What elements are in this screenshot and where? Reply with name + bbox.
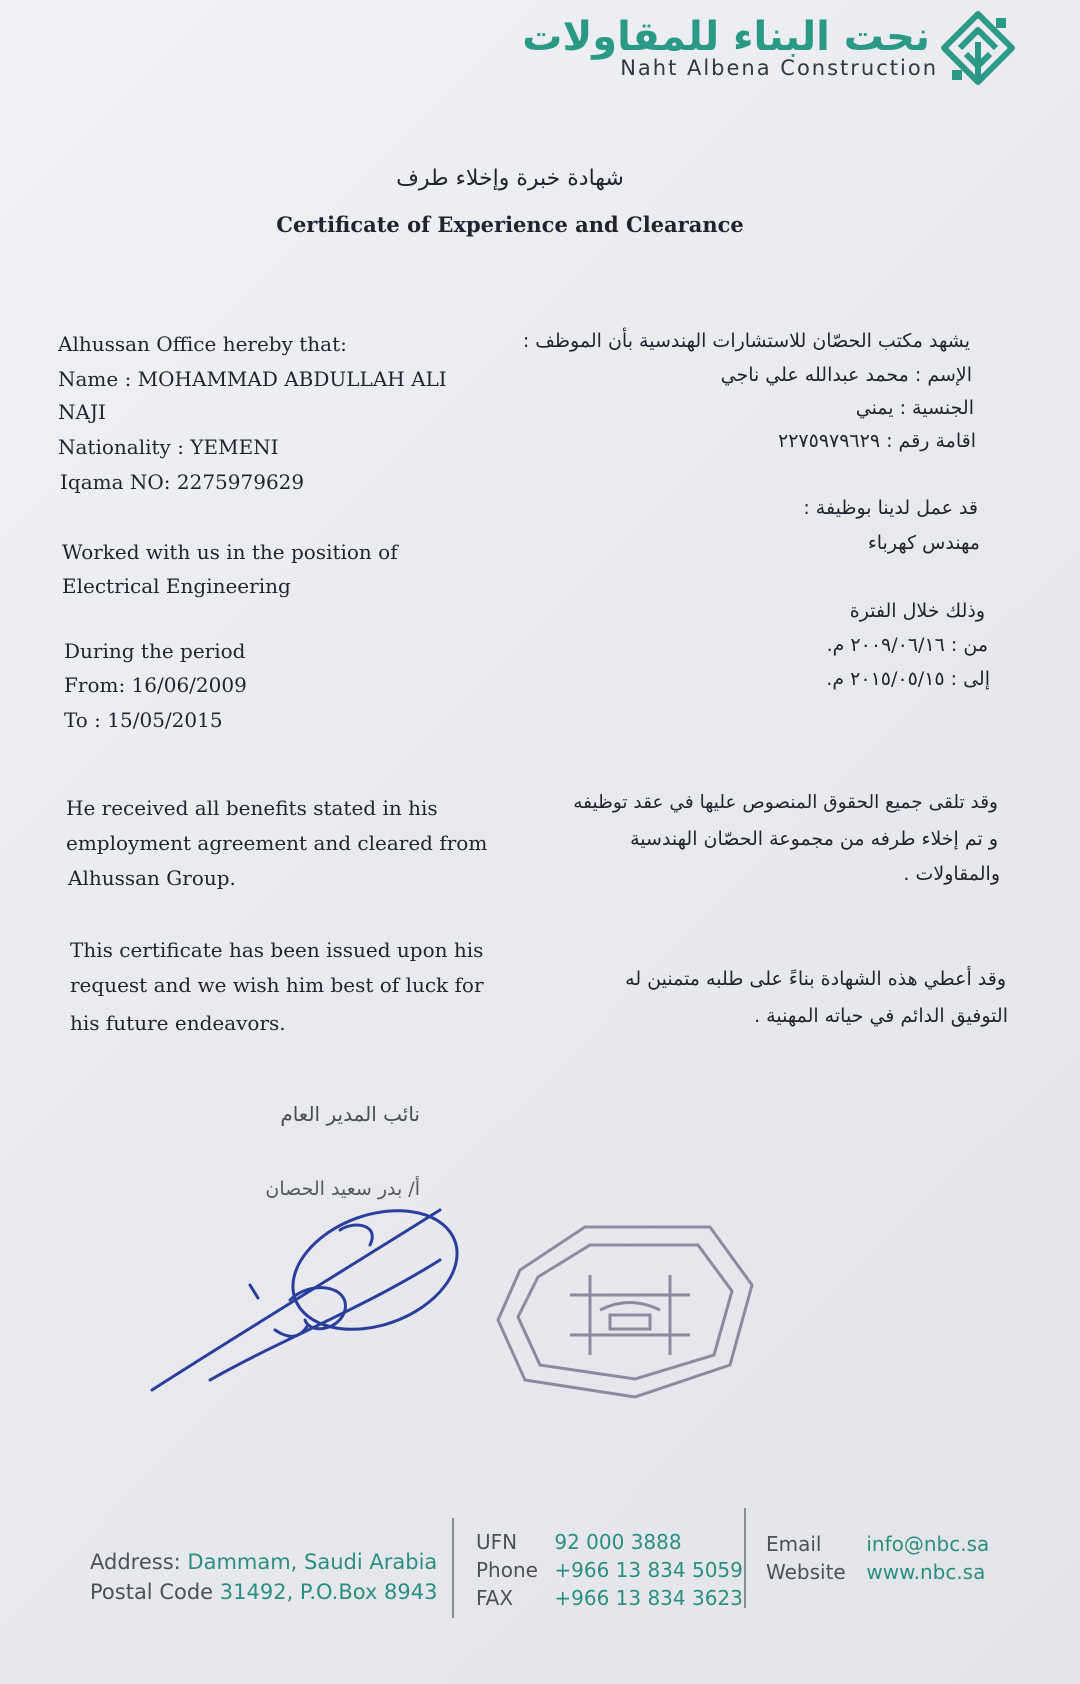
english-name-line1: Name : MOHAMMAD ABDULLAH ALI bbox=[58, 367, 447, 391]
ufn-label: UFN bbox=[476, 1530, 518, 1554]
footer-divider-2 bbox=[744, 1508, 746, 1608]
postal-value: 31492, P.O.Box 8943 bbox=[219, 1580, 438, 1604]
phone-value: +966 13 834 5059 bbox=[554, 1558, 743, 1582]
english-closing-line2: request and we wish him best of luck for bbox=[70, 973, 484, 997]
website-value[interactable]: www.nbc.sa bbox=[866, 1560, 986, 1584]
email-value[interactable]: info@nbc.sa bbox=[866, 1532, 990, 1556]
title-arabic: شهادة خبرة وإخلاء طرف bbox=[396, 166, 624, 191]
arabic-closing-line1: وقد أعطي هذه الشهادة بناءً على طلبه متمنين له bbox=[625, 968, 1006, 990]
arabic-closing-line2: التوفيق الدائم في حياته المهنية . bbox=[754, 1005, 1008, 1027]
footer-email bbox=[766, 1532, 989, 1556]
company-name-arabic: نحت البناء للمقاولات bbox=[522, 14, 930, 60]
english-period-to: To : 15/05/2015 bbox=[64, 708, 223, 732]
arabic-benefits-line1: وقد تلقى جميع الحقوق المنصوص عليها في عقد توظيفه bbox=[573, 792, 998, 813]
website-label: Website bbox=[766, 1560, 846, 1584]
postal-label: Postal Code bbox=[90, 1580, 214, 1604]
arabic-position-line1: قد عمل لدينا بوظيفة : bbox=[803, 497, 978, 519]
footer-address bbox=[90, 1550, 437, 1574]
english-closing-line3: his future endeavors. bbox=[70, 1011, 286, 1035]
footer-website bbox=[766, 1560, 985, 1584]
arabic-position-line2: مهندس كهرباء bbox=[867, 532, 980, 554]
english-benefits-line1: He received all benefits stated in his bbox=[66, 796, 438, 820]
english-period-from: From: 16/06/2009 bbox=[64, 673, 247, 697]
english-benefits-line2: employment agreement and cleared from bbox=[66, 831, 488, 855]
handwritten-signature bbox=[140, 1190, 480, 1400]
arabic-intro: يشهد مكتب الحصّان للاستشارات الهندسية بأن الموظف : bbox=[522, 330, 970, 352]
arabic-period-to: إلى : ٢٠١٥/٠٥/١٥ م. bbox=[826, 668, 990, 690]
english-period-line1: During the period bbox=[64, 639, 246, 663]
english-closing-line1: This certificate has been issued upon his bbox=[70, 938, 484, 962]
arabic-name: الإسم : محمد عبدالله علي ناجي bbox=[720, 364, 972, 386]
arabic-benefits-line3: والمقاولات . bbox=[903, 863, 1000, 885]
arabic-benefits-line2: و تم إخلاء طرفه من مجموعة الحصّان الهندسية bbox=[630, 828, 998, 850]
footer-phone bbox=[476, 1558, 743, 1582]
address-value: Dammam, Saudi Arabia bbox=[187, 1550, 438, 1574]
title-english: Certificate of Experience and Clearance bbox=[276, 212, 744, 237]
phone-label: Phone bbox=[476, 1558, 538, 1582]
english-iqama: Iqama NO: 2275979629 bbox=[60, 470, 305, 494]
arabic-nationality: الجنسية : يمني bbox=[855, 397, 974, 419]
footer-ufn bbox=[476, 1530, 682, 1554]
arabic-period-from: من : ٢٠٠٩/٠٦/١٦ م. bbox=[826, 634, 988, 656]
signatory-title: نائب المدير العام bbox=[280, 1102, 420, 1126]
footer-postal bbox=[90, 1580, 438, 1604]
english-benefits-line3: Alhussan Group. bbox=[68, 866, 236, 890]
fax-label: FAX bbox=[476, 1586, 514, 1610]
company-name-english: Naht Albena Construction bbox=[620, 56, 938, 80]
footer-fax bbox=[476, 1586, 743, 1610]
ufn-value: 92 000 3888 bbox=[554, 1530, 682, 1554]
english-position-line2: Electrical Engineering bbox=[62, 574, 291, 598]
naht-albena-logo-icon bbox=[938, 8, 1018, 94]
arabic-iqama: اقامة رقم : ٢٢٧٥٩٧٩٦٢٩ bbox=[778, 430, 976, 452]
english-intro: Alhussan Office hereby that: bbox=[58, 332, 347, 356]
arabic-period-line1: وذلك خلال الفترة bbox=[849, 600, 985, 622]
signatory-name: أ/ بدر سعيد الحصان bbox=[265, 1178, 420, 1200]
english-position-line1: Worked with us in the position of bbox=[62, 540, 398, 564]
fax-value: +966 13 834 3623 bbox=[554, 1586, 743, 1610]
address-label: Address: bbox=[90, 1550, 181, 1574]
english-nationality: Nationality : YEMENI bbox=[58, 435, 279, 459]
english-name-line2: NAJI bbox=[58, 400, 106, 424]
email-label: Email bbox=[766, 1532, 822, 1556]
footer-divider-1 bbox=[452, 1518, 454, 1618]
company-stamp bbox=[490, 1215, 760, 1405]
footer bbox=[0, 1500, 1080, 1650]
